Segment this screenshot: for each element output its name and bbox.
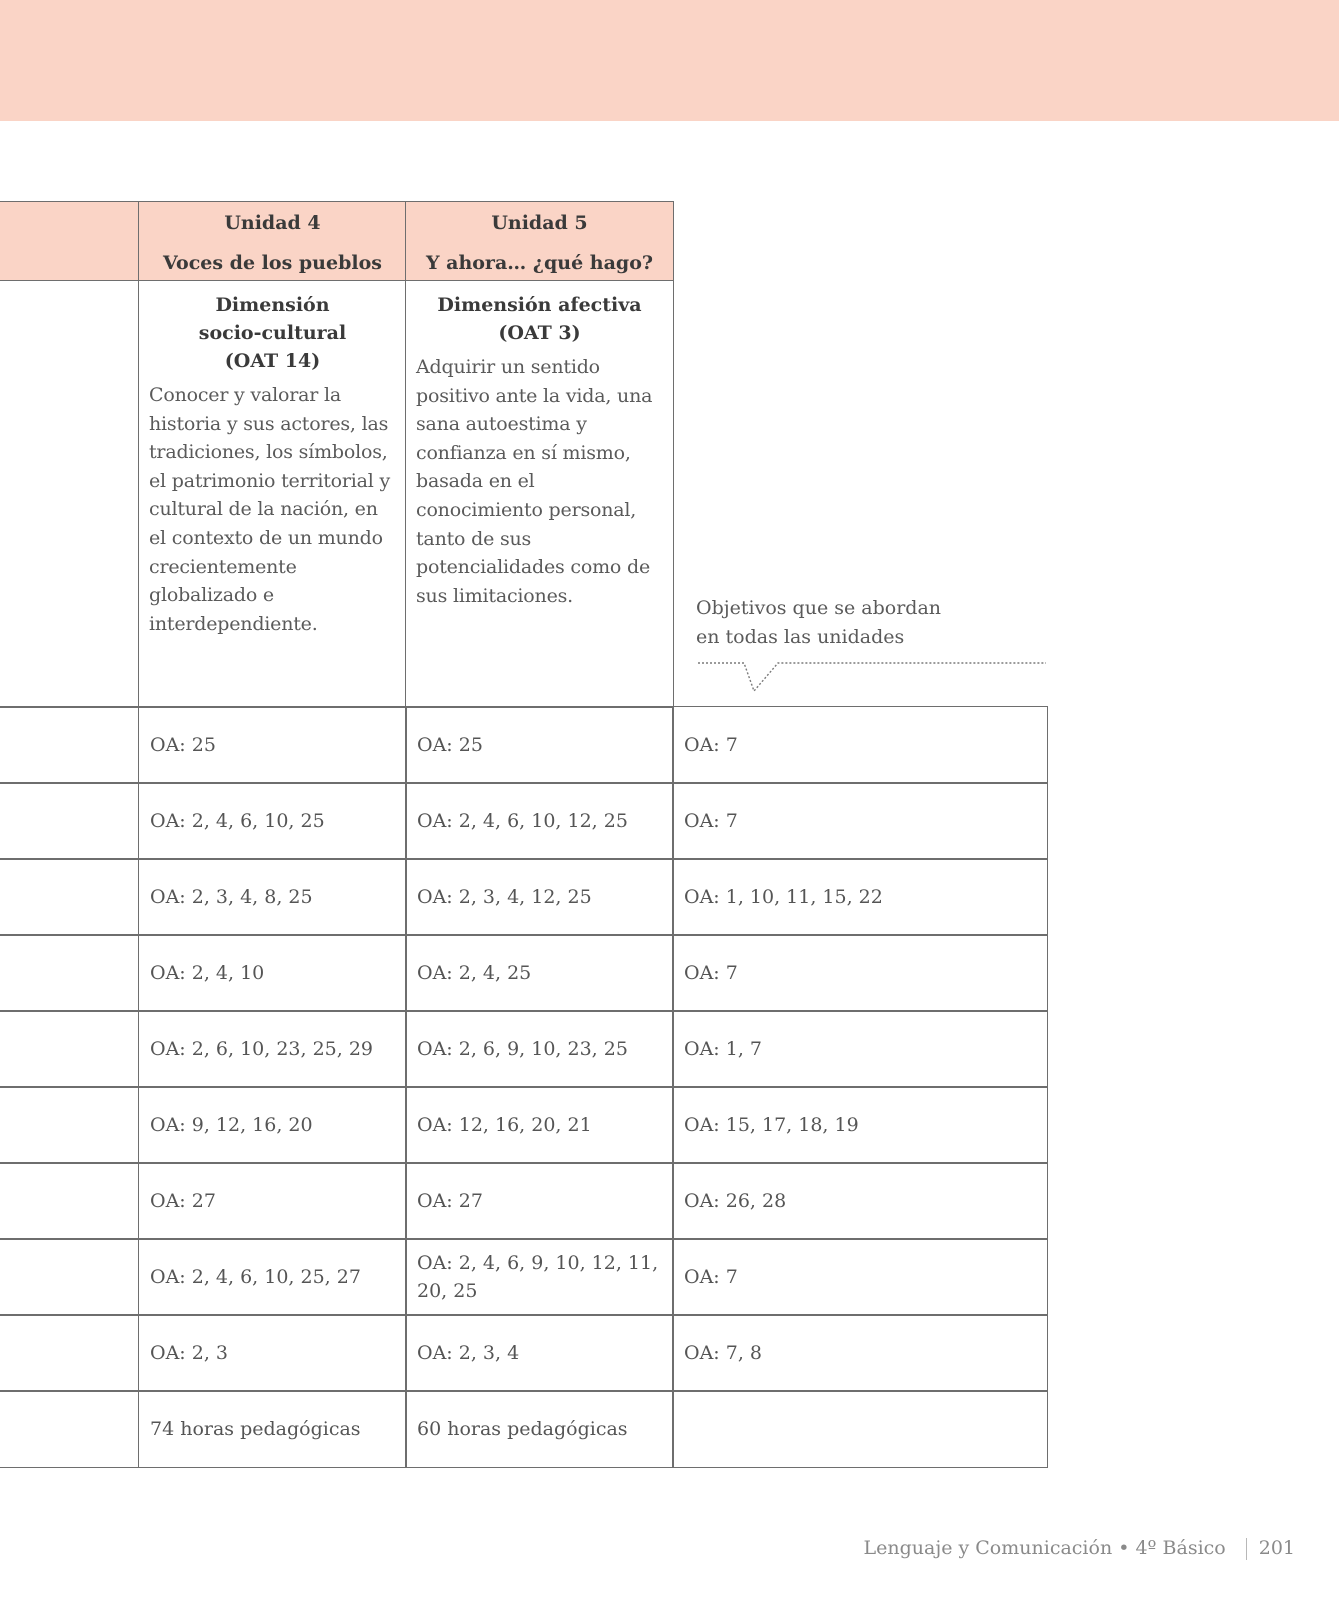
table-cell-text: OA: 7 bbox=[684, 734, 738, 756]
footer-separator bbox=[1246, 1538, 1247, 1560]
table-cell bbox=[138, 1162, 407, 1240]
table-row-left-cell bbox=[0, 1086, 139, 1164]
page-footer bbox=[864, 1537, 1296, 1560]
table-row-left-cell bbox=[0, 1162, 139, 1240]
table-cell bbox=[405, 1238, 674, 1316]
table-row-left-cell bbox=[0, 782, 139, 860]
table-row-left-cell bbox=[0, 934, 139, 1012]
table-cell bbox=[672, 1086, 1048, 1164]
table-cell bbox=[672, 1390, 1048, 1468]
unit-4-label: Unidad 4 bbox=[224, 212, 321, 234]
dimension-unit-5-title: Dimensión afectiva (OAT 3) bbox=[437, 294, 642, 344]
top-color-band bbox=[0, 0, 1339, 121]
dimension-unit-4-cell bbox=[138, 280, 407, 708]
table-cell bbox=[138, 934, 407, 1012]
dimension-unit-4-title: Dimensión socio-cultural (OAT 14) bbox=[198, 294, 347, 372]
dimension-left-empty-cell bbox=[0, 280, 139, 708]
table-cell-text: OA: 1, 7 bbox=[684, 1038, 762, 1060]
table-cell-text: OA: 26, 28 bbox=[684, 1190, 787, 1212]
table-cell-text: OA: 2, 4, 6, 9, 10, 12, 11, 20, 25 bbox=[417, 1252, 659, 1302]
table-cell bbox=[672, 934, 1048, 1012]
table-cell bbox=[405, 706, 674, 784]
table-row-left-cell bbox=[0, 1010, 139, 1088]
table-cell-text: OA: 7, 8 bbox=[684, 1342, 762, 1364]
table-cell bbox=[138, 858, 407, 936]
table-cell bbox=[138, 1390, 407, 1468]
table-cell bbox=[672, 1162, 1048, 1240]
table-cell-text: OA: 7 bbox=[684, 810, 738, 832]
table-cell-text: OA: 2, 4, 10 bbox=[150, 962, 265, 984]
table-cell-text: OA: 2, 4, 6, 10, 25, 27 bbox=[150, 1266, 361, 1288]
table-cell-text: OA: 25 bbox=[417, 734, 483, 756]
table-cell-text: OA: 2, 4, 6, 10, 12, 25 bbox=[417, 810, 628, 832]
table-row-left-cell bbox=[0, 858, 139, 936]
table-cell-text: OA: 25 bbox=[150, 734, 216, 756]
table-cell-text: 74 horas pedagógicas bbox=[150, 1418, 361, 1440]
table-cell-text: OA: 2, 3, 4 bbox=[417, 1342, 520, 1364]
table-cell bbox=[405, 934, 674, 1012]
table-row-left-cell bbox=[0, 1314, 139, 1392]
table-row-left-cell bbox=[0, 1390, 139, 1468]
unit-5-label: Unidad 5 bbox=[491, 212, 588, 234]
table-cell bbox=[138, 782, 407, 860]
table-cell bbox=[405, 1314, 674, 1392]
table-cell bbox=[672, 706, 1048, 784]
header-left-empty-cell bbox=[0, 201, 139, 282]
table-cell bbox=[672, 858, 1048, 936]
table-cell-text: OA: 2, 6, 9, 10, 23, 25 bbox=[417, 1038, 628, 1060]
table-cell-text: OA: 12, 16, 20, 21 bbox=[417, 1114, 592, 1136]
table-cell-text: OA: 15, 17, 18, 19 bbox=[684, 1114, 859, 1136]
dimension-unit-5-cell bbox=[405, 280, 674, 708]
table-cell bbox=[138, 1238, 407, 1316]
table-cell-text: OA: 7 bbox=[684, 962, 738, 984]
table-cell-text: OA: 27 bbox=[417, 1190, 483, 1212]
table-row-left-cell bbox=[0, 1238, 139, 1316]
table-cell-text: OA: 2, 4, 25 bbox=[417, 962, 532, 984]
table-cell bbox=[405, 1086, 674, 1164]
table-cell bbox=[138, 706, 407, 784]
dotted-pointer-line bbox=[696, 655, 1048, 695]
table-cell bbox=[405, 782, 674, 860]
table-cell bbox=[138, 1086, 407, 1164]
table-cell-text: 60 horas pedagógicas bbox=[417, 1418, 628, 1440]
table-cell bbox=[405, 858, 674, 936]
table-cell-text: OA: 27 bbox=[150, 1190, 216, 1212]
table-cell-text: OA: 1, 10, 11, 15, 22 bbox=[684, 886, 883, 908]
table-cell bbox=[672, 1314, 1048, 1392]
table-cell bbox=[405, 1162, 674, 1240]
header-unit-5 bbox=[405, 201, 674, 282]
table-cell-text: OA: 2, 3 bbox=[150, 1342, 228, 1364]
table-cell bbox=[672, 1010, 1048, 1088]
footer-subject: Lenguaje y Comunicación • 4º Básico bbox=[863, 1537, 1226, 1559]
table-cell-text: OA: 9, 12, 16, 20 bbox=[150, 1114, 313, 1136]
table-cell bbox=[138, 1314, 407, 1392]
table-cell-text: OA: 7 bbox=[684, 1266, 738, 1288]
dimension-unit-5-text: Adquirir un sentido positivo ante la vida, una sana autoestima y confianza en sí mismo, basada en el conocimiento personal, tanto de sus potencialidades como de sus limitaciones. bbox=[416, 356, 653, 607]
table-cell-text: OA: 2, 4, 6, 10, 25 bbox=[150, 810, 325, 832]
unit-5-title: Y ahora… ¿qué hago? bbox=[425, 252, 654, 274]
table-cell bbox=[405, 1010, 674, 1088]
table-row-left-cell bbox=[0, 706, 139, 784]
header-unit-4 bbox=[138, 201, 407, 282]
table-cell bbox=[672, 1238, 1048, 1316]
objetivos-note: Objetivos que se abordan en todas las unidades bbox=[696, 597, 942, 648]
unit-4-title: Voces de los pueblos bbox=[163, 252, 382, 274]
table-cell bbox=[405, 1390, 674, 1468]
table-cell bbox=[672, 782, 1048, 860]
table-cell-text: OA: 2, 3, 4, 12, 25 bbox=[417, 886, 592, 908]
table-cell bbox=[138, 1010, 407, 1088]
dimension-unit-4-text: Conocer y valorar la historia y sus actores, las tradiciones, los símbolos, el patrimonio territorial y cultural de la nación, en el contexto de un mundo crecientemente globalizado e interdependiente. bbox=[149, 384, 391, 635]
table-cell-text: OA: 2, 6, 10, 23, 25, 29 bbox=[150, 1038, 374, 1060]
page-number: 201 bbox=[1258, 1537, 1295, 1559]
table-cell-text: OA: 2, 3, 4, 8, 25 bbox=[150, 886, 313, 908]
